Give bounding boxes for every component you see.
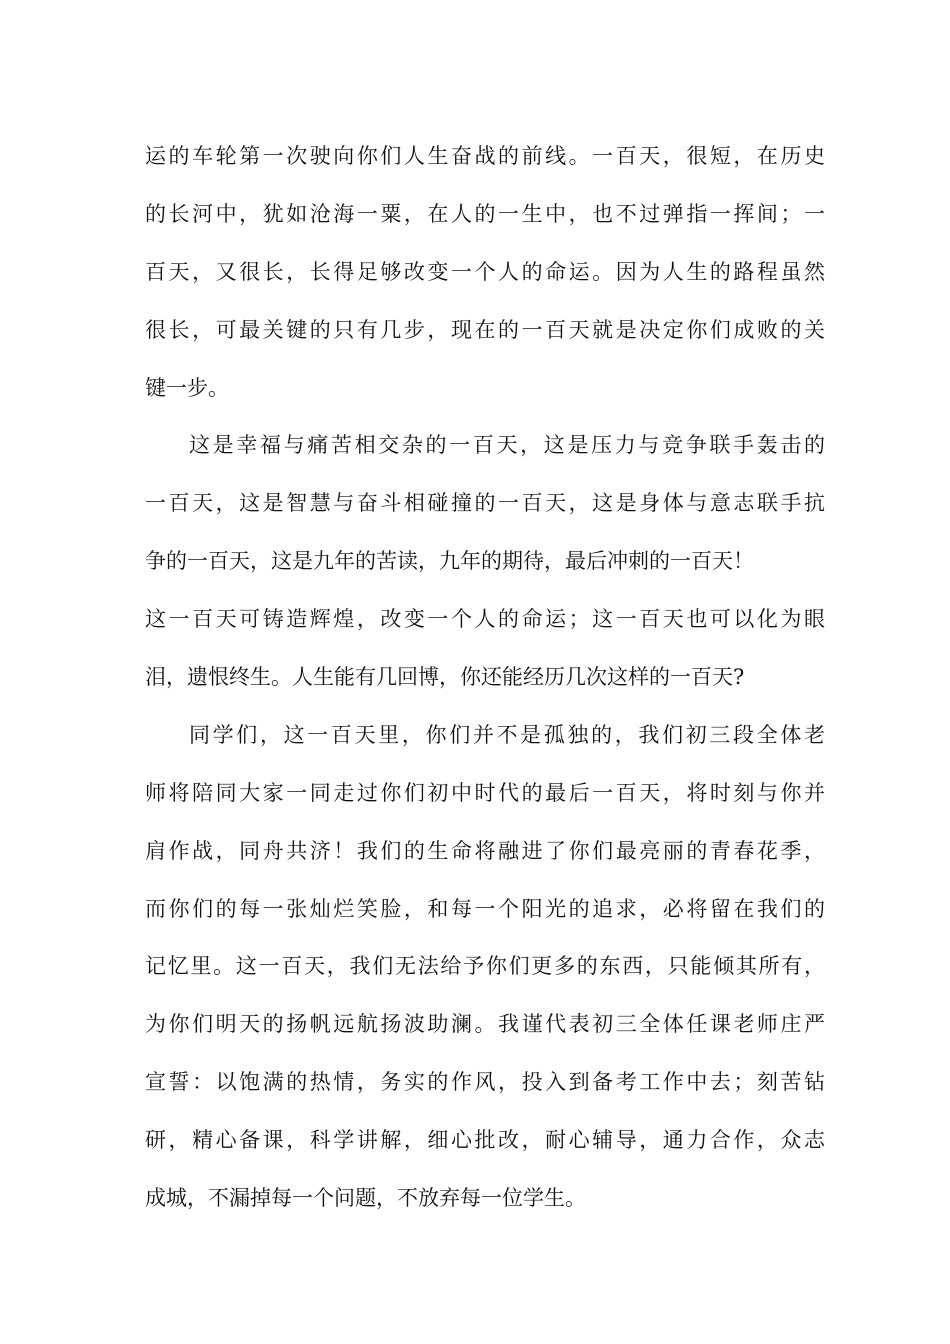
text-line: 成城，不漏掉每一个问题，不放弃每一位学生。: [145, 1186, 586, 1211]
text-line: 键一步。: [145, 375, 229, 400]
text-line: 研，精心备课，科学讲解，细心批改，耐心辅导，通力合作，众志: [145, 1128, 825, 1153]
text-line: 很长，可最关键的只有几步，现在的一百天就是决定你们成败的关: [145, 317, 825, 342]
text-line: 师将陪同大家一同走过你们初中时代的最后一百天，将时刻与你并: [145, 780, 825, 805]
text-line: 运的车轮第一次驶向你们人生奋战的前线。一百天，很短，在历史: [145, 144, 825, 168]
text-line: 泪，遗恨终生。人生能有几回博，你还能经历几次这样的一百天?: [145, 665, 745, 690]
text-line: 而你们的每一张灿烂笑脸，和每一个阳光的追求，必将留在我们的: [145, 896, 825, 921]
text-line: 肩作战，同舟共济！我们的生命将融进了你们最亮丽的青春花季，: [145, 838, 825, 863]
paragraph-first-line: 这是幸福与痛苦相交杂的一百天，这是压力与竞争联手轰击的: [189, 433, 825, 458]
text-line: 的长河中，犹如沧海一粟，在人的一生中，也不过弹指一挥间；一: [145, 201, 825, 226]
text-line: 这一百天可铸造辉煌，改变一个人的命运；这一百天也可以化为眼: [145, 607, 825, 632]
text-line: 百天，又很长，长得足够改变一个人的命运。因为人生的路程虽然: [145, 259, 825, 284]
text-line: 一百天，这是智慧与奋斗相碰撞的一百天，这是身体与意志联手抗: [145, 491, 825, 516]
text-line: 为你们明天的扬帆远航扬波助澜。我谨代表初三全体任课老师庄严: [145, 1012, 825, 1037]
text-line: 记忆里。这一百天，我们无法给予你们更多的东西，只能倾其所有，: [145, 954, 825, 979]
text-line: 争的一百天，这是九年的苦读，九年的期待，最后冲刺的一百天！: [145, 549, 754, 574]
paragraph-first-line: 同学们，这一百天里，你们并不是孤独的，我们初三段全体老: [189, 722, 825, 747]
text-line: 宣誓：以饱满的热情，务实的作风，投入到备考工作中去；刻苦钻: [145, 1070, 825, 1095]
document-body: [145, 128, 825, 1228]
